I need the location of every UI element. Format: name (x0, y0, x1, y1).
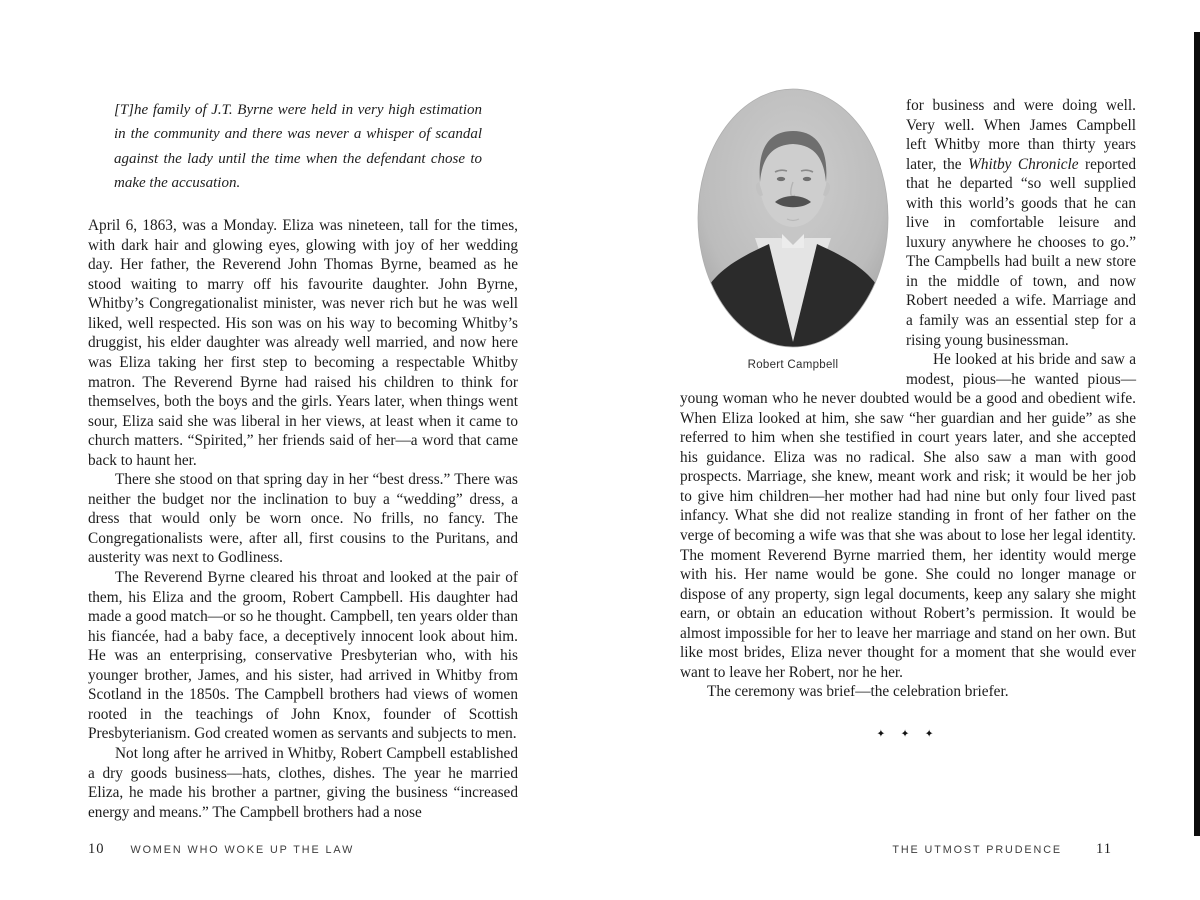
paragraph: Not long after he arrived in Whitby, Robert Campbell established a dry goods business—hats, clothes, dishes. The year he married Eliza, he made his brother a partner, giving the business “increased energy and means.” The Campbell brothers had a nose (88, 744, 518, 821)
section-break-ornament: ✦ ✦ ✦ (876, 727, 940, 740)
portrait-photo (697, 88, 889, 348)
portrait-caption: Robert Campbell (747, 359, 839, 371)
left-page-body (88, 216, 518, 822)
left-page-footer (88, 841, 354, 858)
page-number: 10 (88, 841, 105, 857)
eye-right (803, 177, 811, 181)
right-page-footer (680, 841, 1112, 858)
paragraph: The ceremony was brief—the celebration briefer. (707, 683, 1009, 701)
right-page (680, 88, 1136, 740)
running-head-chapter-title: THE UTMOST PRUDENCE (892, 844, 1063, 856)
portrait-figure (680, 88, 906, 384)
page-edge-strip (1194, 32, 1200, 836)
left-page (88, 98, 518, 822)
epigraph: [T]he family of J.T. Byrne were held in very high estimation in the community and there was never a whisper of scandal against the lady until the time when the defendant chose to make the accusation. (114, 102, 482, 191)
paragraph: He looked at his bride and saw a modest, pious—he wanted pious—young woman who he never doubted would be a good and obedient wife. When Eliza looked at him, she saw “her guardian and her guide” as she referred to him when she testified in court years later, and she accepted his guidance. Eliza was no radical. She also saw a man with good prospects. Marriage, she knew, meant work and risk; it would be her job to give him children—her mother had had nine but only four lived past infancy. What she did not realize standing in front of her father on the verge of becoming a wife was that she was about to lose her legal identity. The moment Reverend Byrne married them, her identity would merge with his. Her name would be gone. She could no longer manage or dispose of any property, sign legal documents, keep any salary she might earn, or obtain an education without Robert’s permission. It would be almost impossible for her to leave her marriage and stand on her own. But like most brides, Eliza never thought for a moment that she would ever want to leave her Robert, nor he her. (680, 351, 1136, 681)
continuation-text-before: for business and were doing well. Very well. When James Campbell left Whitby more than thirty years later, the (906, 97, 1136, 173)
running-head-book-title: WOMEN WHO WOKE UP THE LAW (130, 844, 355, 856)
paragraph: There she stood on that spring day in her “best dress.” There was neither the budget nor the inclination to buy a “wedding” dress, a dress that would only be worn once. No frills, no fancy. The Congregationalists were, after all, first cousins to the Puritans, and austerity was next to Godliness. (88, 471, 518, 567)
newspaper-title: Whitby Chronicle (968, 155, 1079, 173)
continuation-text-after: reported that he departed “so well supplied with this world’s goods that he can live in comfortable leisure and luxury anywhere he chooses to go.” The Campbells had built a new store in the middle of town, and now Robert needed a wife. Marriage and a family was an essential step for a rising young businessman. (906, 155, 1136, 349)
paragraph: April 6, 1863, was a Monday. Eliza was nineteen, tall for the times, with dark hair and glowing eyes, glowing with joy of her wedding day. Her father, the Reverend John Thomas Byrne, beamed as he stood waiting to marry off his favourite daughter. John Byrne, Whitby’s Congregationalist minister, was never rich but he was well liked, well respected. His son was on his way to becoming Whitby’s druggist, his elder daughter was already well married, and now here was Eliza taking her first step to becoming a respectable Whitby matron. The Reverend Byrne had raised his children to think for themselves, both the boys and the girls. Years later, when things went sour, Eliza said she was liberal in her views, at least when it came to church matters. “Spirited,” her friends said of her—a word that came back to haunt her. (88, 217, 518, 469)
paragraph: The Reverend Byrne cleared his throat and looked at the pair of them, his Eliza and the groom, Robert Campbell. His daughter had made a good match—or so he thought. Campbell, ten years older than his fiancée, had a baby face, a deceptively innocent look about him. He was an enterprising, conservative Presbyterian who, with his younger brother, James, and his sister, had arrived in Whitby from Scotland in the 1850s. The Campbell brothers had views of women rooted in the teachings of John Knox, founder of Scottish Presbyterianism. God created women as servants and subjects to men. (88, 569, 518, 743)
page-number: 11 (1096, 841, 1112, 857)
eye-left (777, 177, 785, 181)
